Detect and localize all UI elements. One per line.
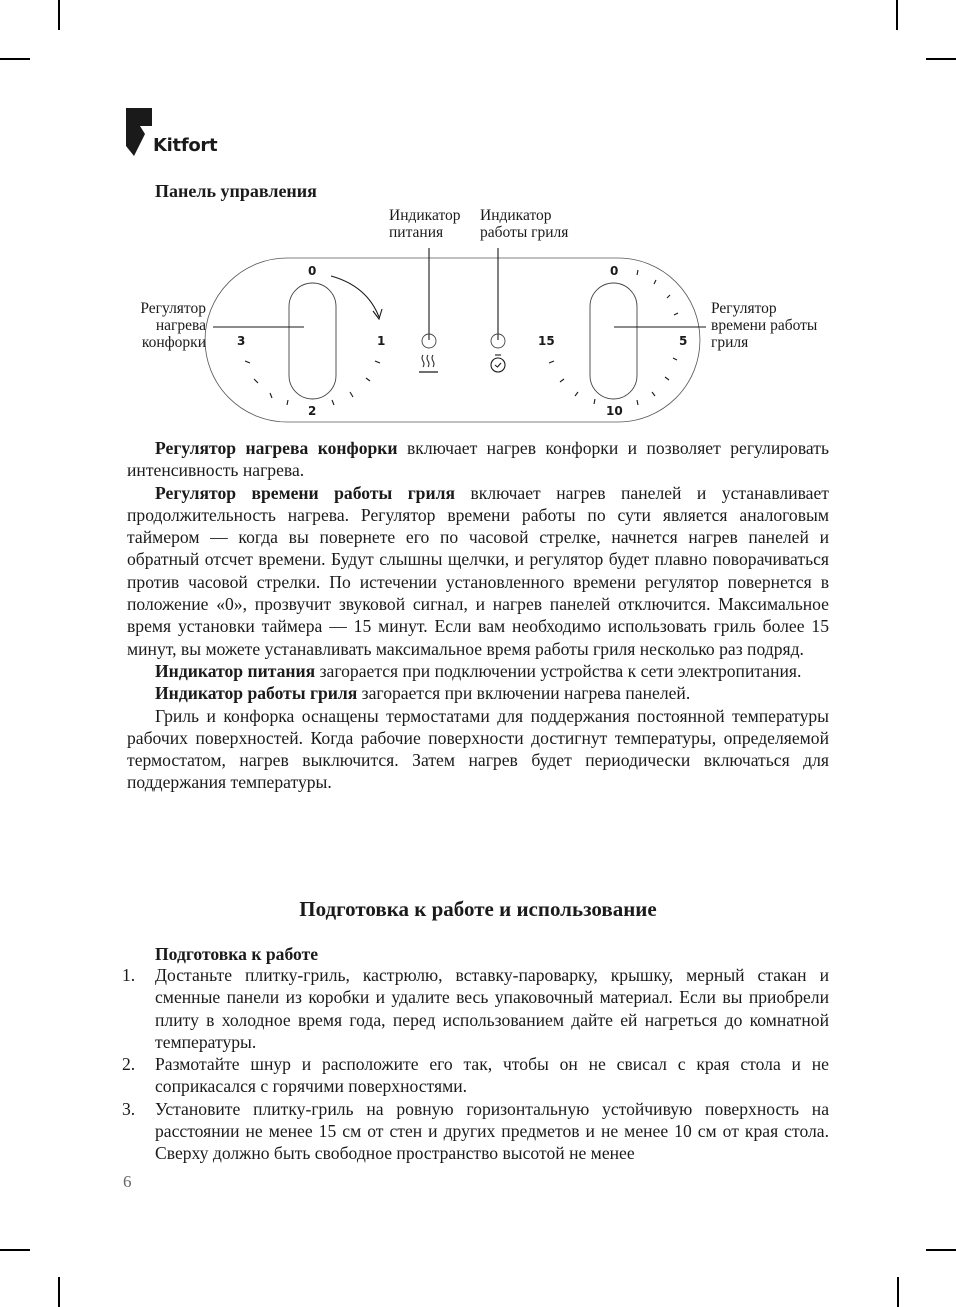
crop-mark [926, 1249, 956, 1251]
left-dial-mark-2: 2 [308, 404, 317, 418]
crop-mark [897, 1277, 899, 1307]
section-title: Подготовка к работе и использование [299, 897, 657, 921]
left-dial-mark-3: 3 [237, 334, 246, 348]
label-burner-regulator: Регулятор нагрева конфорки [140, 300, 206, 351]
right-dial-mark-10: 10 [606, 404, 623, 418]
section-subtitle: Подготовка к работе [155, 944, 319, 964]
page-number: 6 [123, 1172, 132, 1191]
crop-mark [0, 1249, 30, 1251]
label-grill-indicator: Индикатор работы гриля [480, 207, 569, 241]
label-power-indicator: Индикатор питания [389, 207, 461, 241]
timer-icon [487, 353, 509, 375]
paragraph: Индикатор работы гриля загорается при включении нагрева панелей. [155, 683, 691, 704]
control-panel-diagram [120, 200, 840, 430]
crop-mark [58, 1277, 60, 1307]
right-dial-mark-15: 15 [538, 334, 555, 348]
crop-mark [926, 58, 956, 60]
crop-mark [896, 0, 898, 30]
paragraph: Регулятор нагрева конфорки включает нагрев конфорки и позволяет регулировать интенсивность нагрева. [127, 438, 829, 481]
panel-description [127, 437, 829, 794]
right-dial-mark-0: 0 [610, 264, 619, 278]
heat-waves-icon [418, 353, 440, 375]
left-dial-mark-0: 0 [308, 264, 317, 278]
list-item: 2. Размотайте шнур и расположите его так, чтобы он не свисал с края стола и не соприкасался с горячими поверхностями. [122, 1054, 829, 1097]
list-item: 1. Достаньте плитку-гриль, кастрюлю, вставку-пароварку, крышку, мерный стакан и сменные панели из коробки и удалите весь упаковочный материал. Если вы приобрели плиту в холодное время года, перед использованием дайте ей нагреться до комнатной температуры. [122, 965, 829, 1052]
label-grill-timer: Регулятор времени работы гриля [711, 300, 818, 351]
paragraph: Индикатор питания загорается при подключении устройства к сети электропитания. [155, 660, 802, 681]
right-dial-mark-5: 5 [679, 334, 688, 348]
paragraph: Регулятор времени работы гриля включает нагрев панелей и устанавливает продолжительность нагрева. Регулятор времени работы по сути является аналоговым таймером — когда вы повернете его по часовой стрелке, начнется нагрев панелей и обратный отсчет времени. Будут слышны щелчки, и регулятор будет плавно поворачиваться против часовой стрелки. По истечении установленного времени регулятор повернется в положение «0», прозвучит звуковой сигнал, и нагрев панелей отключится. Максимальное время установки таймера — 15 минут. Если вам необходимо использовать гриль более 15 минут, вы можете устанавливать максимальное время работы гриля несколько раз подряд. [127, 482, 829, 659]
list-item: 3. Установите плитку-гриль на ровную горизонтальную устойчивую поверхность на расстоянии не менее 15 см от стен и других предметов и не менее 10 см от края стола. Сверху должно быть свободное пространство высотой не менее [122, 1098, 829, 1164]
left-dial-mark-1: 1 [377, 334, 386, 348]
panel-heading: Панель управления [155, 181, 317, 201]
preparation-steps [122, 964, 829, 1165]
brand-name: Kitfort [153, 135, 218, 156]
crop-mark [58, 0, 60, 30]
paragraph: Гриль и конфорка оснащены термостатами для поддержания постоянной температуры рабочих поверхностей. Когда рабочие поверхности достигнут температуры, определяемой термостатом, нагрев выключится. Затем нагрев будет периодически включаться для поддержания температуры. [127, 705, 829, 793]
crop-mark [0, 58, 30, 60]
